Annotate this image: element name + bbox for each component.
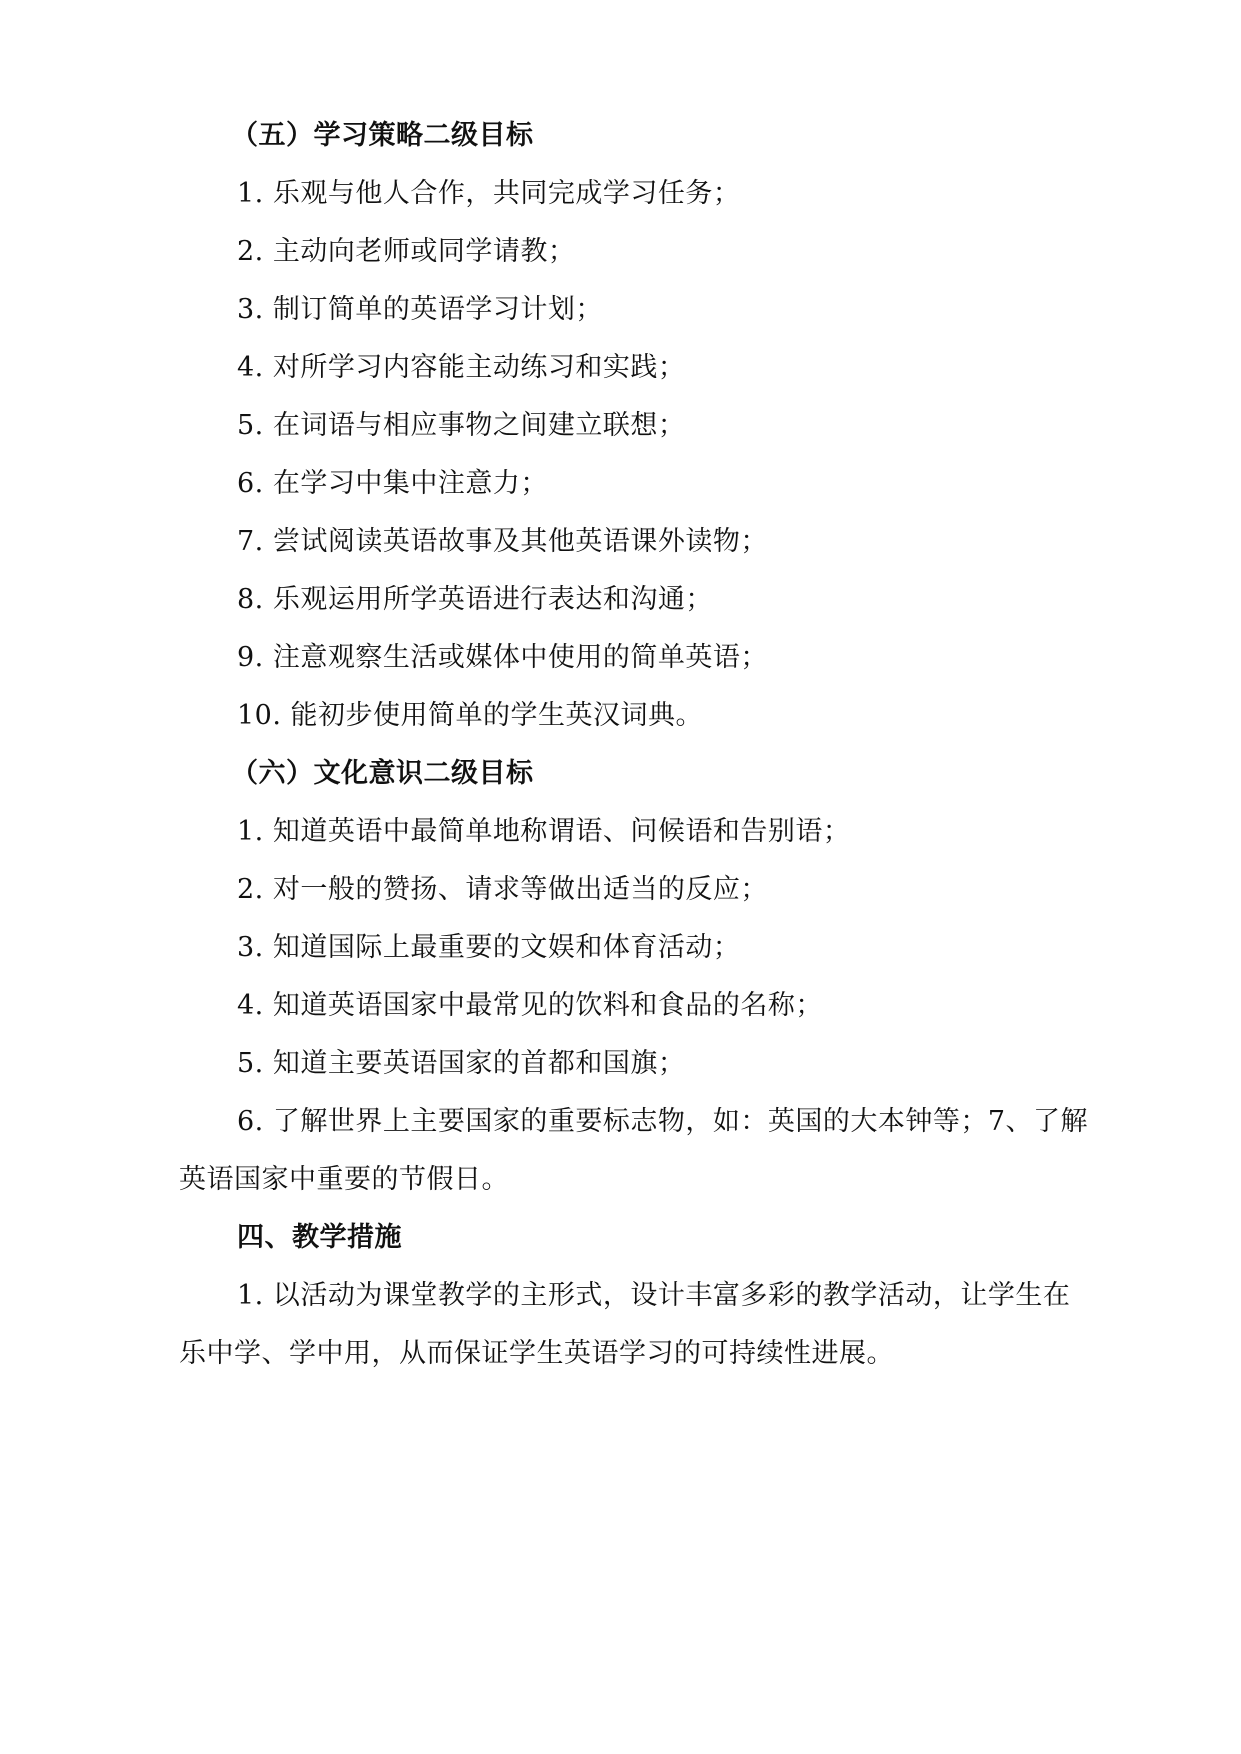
list-item: 8. 乐观运用所学英语进行表达和沟通； [237, 584, 713, 615]
list-item: 10. 能初步使用简单的学生英汉词典。 [237, 700, 704, 731]
section-heading-strategy: （五）学习策略二级目标 [231, 120, 534, 151]
list-item: 6. 在学习中集中注意力； [237, 468, 548, 499]
paragraph-line1: 1. 以活动为课堂教学的主形式，设计丰富多彩的教学活动，让学生在 [237, 1280, 1071, 1311]
list-item: 2. 对一般的赞扬、请求等做出适当的反应； [237, 874, 768, 905]
list-item: 5. 知道主要英语国家的首都和国旗； [237, 1048, 686, 1079]
list-item-line2: 英语国家中重要的节假日。 [179, 1164, 509, 1195]
section-heading-measures: 四、教学措施 [237, 1222, 402, 1253]
list-item: 1. 知道英语中最简单地称谓语、问候语和告别语； [237, 816, 851, 847]
list-item: 3. 制订简单的英语学习计划； [237, 294, 603, 325]
paragraph-line2: 乐中学、学中用，从而保证学生英语学习的可持续性进展。 [179, 1338, 894, 1369]
section-heading-culture: （六）文化意识二级目标 [231, 758, 534, 789]
list-item: 5. 在词语与相应事物之间建立联想； [237, 410, 686, 441]
list-item: 1. 乐观与他人合作，共同完成学习任务； [237, 178, 741, 209]
list-item: 4. 知道英语国家中最常见的饮料和食品的名称； [237, 990, 823, 1021]
list-item: 7. 尝试阅读英语故事及其他英语课外读物； [237, 526, 768, 557]
list-item: 9. 注意观察生活或媒体中使用的简单英语； [237, 642, 768, 673]
list-item-line1: 6. 了解世界上主要国家的重要标志物，如：英国的大本钟等；7、了解 [237, 1106, 1089, 1137]
list-item: 2. 主动向老师或同学请教； [237, 236, 576, 267]
list-item: 4. 对所学习内容能主动练习和实践； [237, 352, 686, 383]
list-item: 3. 知道国际上最重要的文娱和体育活动； [237, 932, 741, 963]
